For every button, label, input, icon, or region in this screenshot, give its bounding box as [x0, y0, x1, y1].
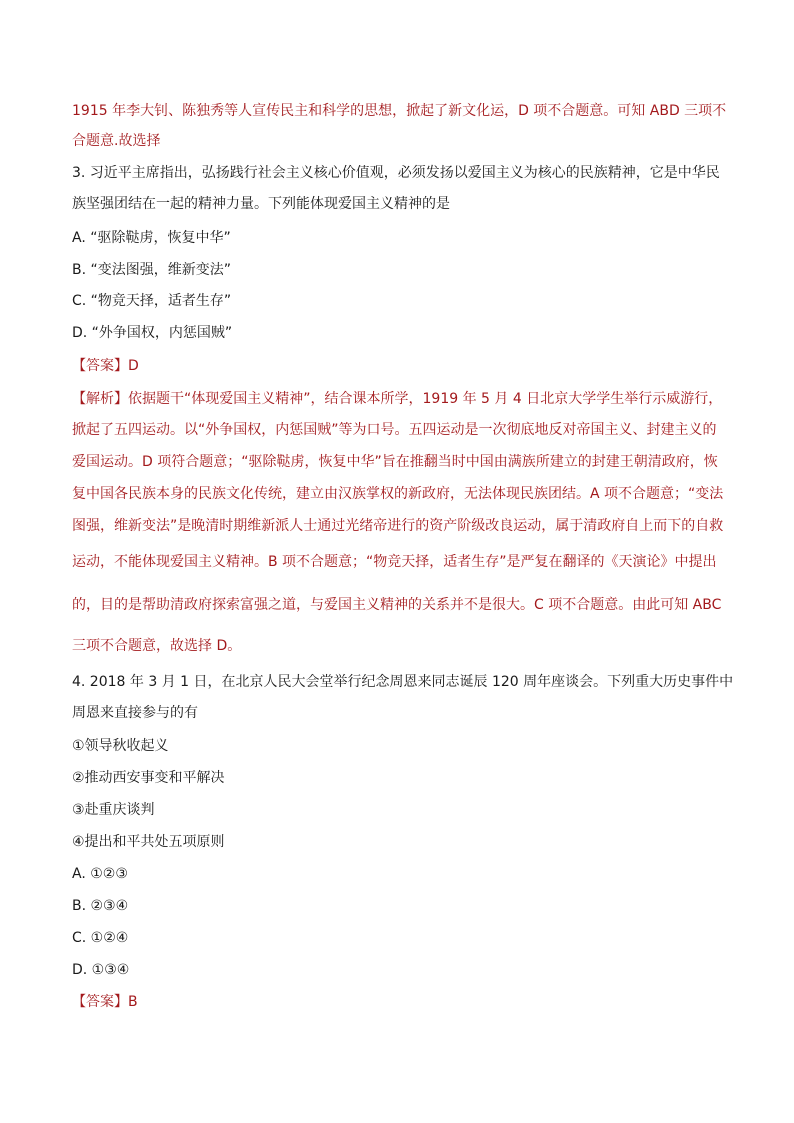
q3-stem-line-2: 族坚强团结在一起的精神力量。下列能体现爱国主义精神的是: [72, 196, 450, 212]
q3-option-b: B. “变法图强，维新变法”: [72, 262, 232, 278]
prev-analysis-line-2: 合题意.故选择: [72, 133, 161, 149]
q3-analysis-line-7: 的，目的是帮助清政府探索富强之道，与爱国主义精神的关系并不是很大。C 项不合题意。由此可知 ABC: [72, 597, 722, 613]
q4-stem-line-2: 周恩来直接参与的有: [72, 705, 198, 721]
q4-stem-line-1: 4. 2018 年 3 月 1 日，在北京人民大会堂举行纪念周恩来同志诞辰 120 周年座谈会。下列重大历史事件中: [72, 674, 734, 690]
q3-option-a: A. “驱除鞑虏，恢复中华”: [72, 230, 231, 246]
q4-answer-tag: 【答案】: [72, 994, 128, 1010]
q3-analysis-line-1: [72, 389, 722, 409]
q4-option-d: D. ①③④: [72, 962, 130, 978]
prev-analysis-line-1: 1915 年李大钊、陈独秀等人宣传民主和科学的思想，掀起了新文化运，D 项不合题意。可知 ABD 三项不: [72, 103, 727, 119]
q3-analysis-line-3: 爱国运动。D 项符合题意；“驱除鞑虏，恢复中华”旨在推翻当时中国由满族所建立的封建王朝清政府，恢: [72, 454, 718, 470]
q3-option-c: C. “物竞天择，适者生存”: [72, 293, 232, 309]
q3-analysis-line-8: 三项不合题意，故选择 D。: [72, 638, 242, 654]
q3-analysis-line-5: 图强，维新变法”是晚清时期维新派人士通过光绪帝进行的资产阶级改良运动，属于清政府自上而下的自救: [72, 518, 724, 534]
q3-analysis-text-1: 依据题干“体现爱国主义精神”，结合课本所学，1919 年 5 月 4 日北京大学学生举行示威游行，: [128, 391, 723, 407]
q4-option-b: B. ②③④: [72, 898, 129, 914]
q4-item-2: ②推动西安事变和平解决: [72, 770, 225, 786]
q3-stem-line-1: 3. 习近平主席指出，弘扬践行社会主义核心价值观，必须发扬以爱国主义为核心的民族精神，它是中华民: [72, 165, 720, 181]
q4-answer: [72, 992, 138, 1012]
q3-analysis-line-4: 复中国各民族本身的民族文化传统，建立由汉族掌权的新政府，无法体现民族团结。A 项不合题意；“变法: [72, 486, 724, 502]
q3-analysis-line-2: 掀起了五四运动。以“外争国权，内惩国贼”等为口号。五四运动是一次彻底地反对帝国主义、封建主义的: [72, 422, 717, 438]
q4-item-4: ④提出和平共处五项原则: [72, 834, 225, 850]
q4-item-3: ③赴重庆谈判: [72, 802, 155, 818]
q3-option-d: D. “外争国权，内惩国贼”: [72, 325, 233, 341]
q3-analysis-line-6: 运动，不能体现爱国主义精神。B 项不合题意；“物竞天择，适者生存”是严复在翻译的《天演论》中提出: [72, 554, 717, 570]
q3-answer-tag: 【答案】: [72, 358, 128, 374]
q3-answer: [72, 356, 139, 376]
q4-option-a: A. ①②③: [72, 866, 128, 882]
q4-answer-value: B: [128, 994, 138, 1010]
q3-analysis-tag: 【解析】: [72, 391, 128, 407]
q4-item-1: ①领导秋收起义: [72, 738, 169, 754]
q3-answer-value: D: [128, 358, 139, 374]
q4-option-c: C. ①②④: [72, 930, 129, 946]
